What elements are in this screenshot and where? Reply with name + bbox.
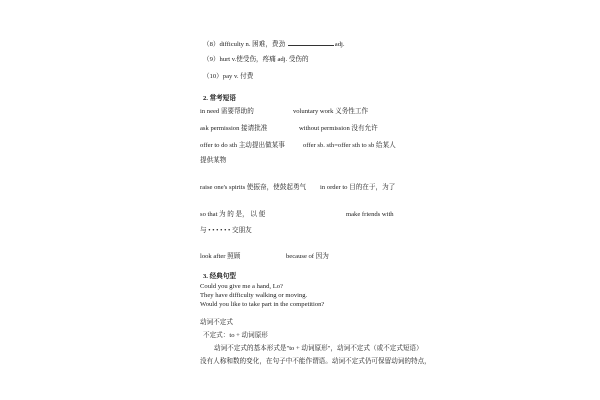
sentences-heading: 3. 经典句型 <box>203 273 236 280</box>
sentence-line: They have difficulty walking or moving. <box>200 292 308 299</box>
phrase-left: offer to do sth 主动提出做某事 <box>200 142 285 149</box>
vocab-item-8 <box>203 40 345 49</box>
grammar-line: 不定式：to + 动词原形 <box>203 332 268 339</box>
phrase-left: ask permission 接请批准 <box>200 125 268 132</box>
phrases-heading: 2. 常考短语 <box>203 95 236 102</box>
phrase-continuation: 与 • • • • • • 交朋友 <box>200 227 252 234</box>
vocab-item-10: （10）pay v. 付费 <box>203 73 254 80</box>
phrase-left: in need 需要帮助的 <box>200 108 254 115</box>
phrase-right: in order to 目的在于，为了 <box>320 184 396 191</box>
phrase-right: offer sb. sth=offer sth to sb 给某人 <box>303 142 396 149</box>
grammar-title: 动词不定式 <box>200 319 233 326</box>
vocab-item-8-text: （8）difficulty n. 困难，费劲 <box>203 41 286 48</box>
phrase-right: because of 因为 <box>286 253 329 260</box>
grammar-line: 动词不定式的基本形式是"to + 动词原形"，动词不定式（或不定式短语） <box>214 345 423 352</box>
phrase-right: without permission 没有允许 <box>299 125 378 132</box>
sentence-line: Would you like to take part in the competition? <box>200 301 325 308</box>
phrase-continuation: 提供某物 <box>200 157 227 164</box>
phrase-left: raise one's spirits 使振奋，使鼓起勇气 <box>200 184 307 191</box>
vocab-item-8-suffix: adj. <box>334 41 345 48</box>
phrase-right: voluntary work 义务性工作 <box>293 108 369 115</box>
fill-in-blank <box>288 40 334 46</box>
sentence-line: Could you give me a hand, Lo? <box>200 283 283 290</box>
grammar-line: 没有人称和数的变化，在句子中不能作谓语。动词不定式仍可保留动词的特点， <box>200 358 431 365</box>
vocab-item-9: （9）hurt v.使受伤，疼痛 adj. 受伤的 <box>203 56 309 63</box>
phrase-left: so that 为 的 是， 以 便 <box>200 211 266 218</box>
phrase-left: look after 照顾 <box>200 253 241 260</box>
phrase-right: make friends with <box>346 211 394 218</box>
